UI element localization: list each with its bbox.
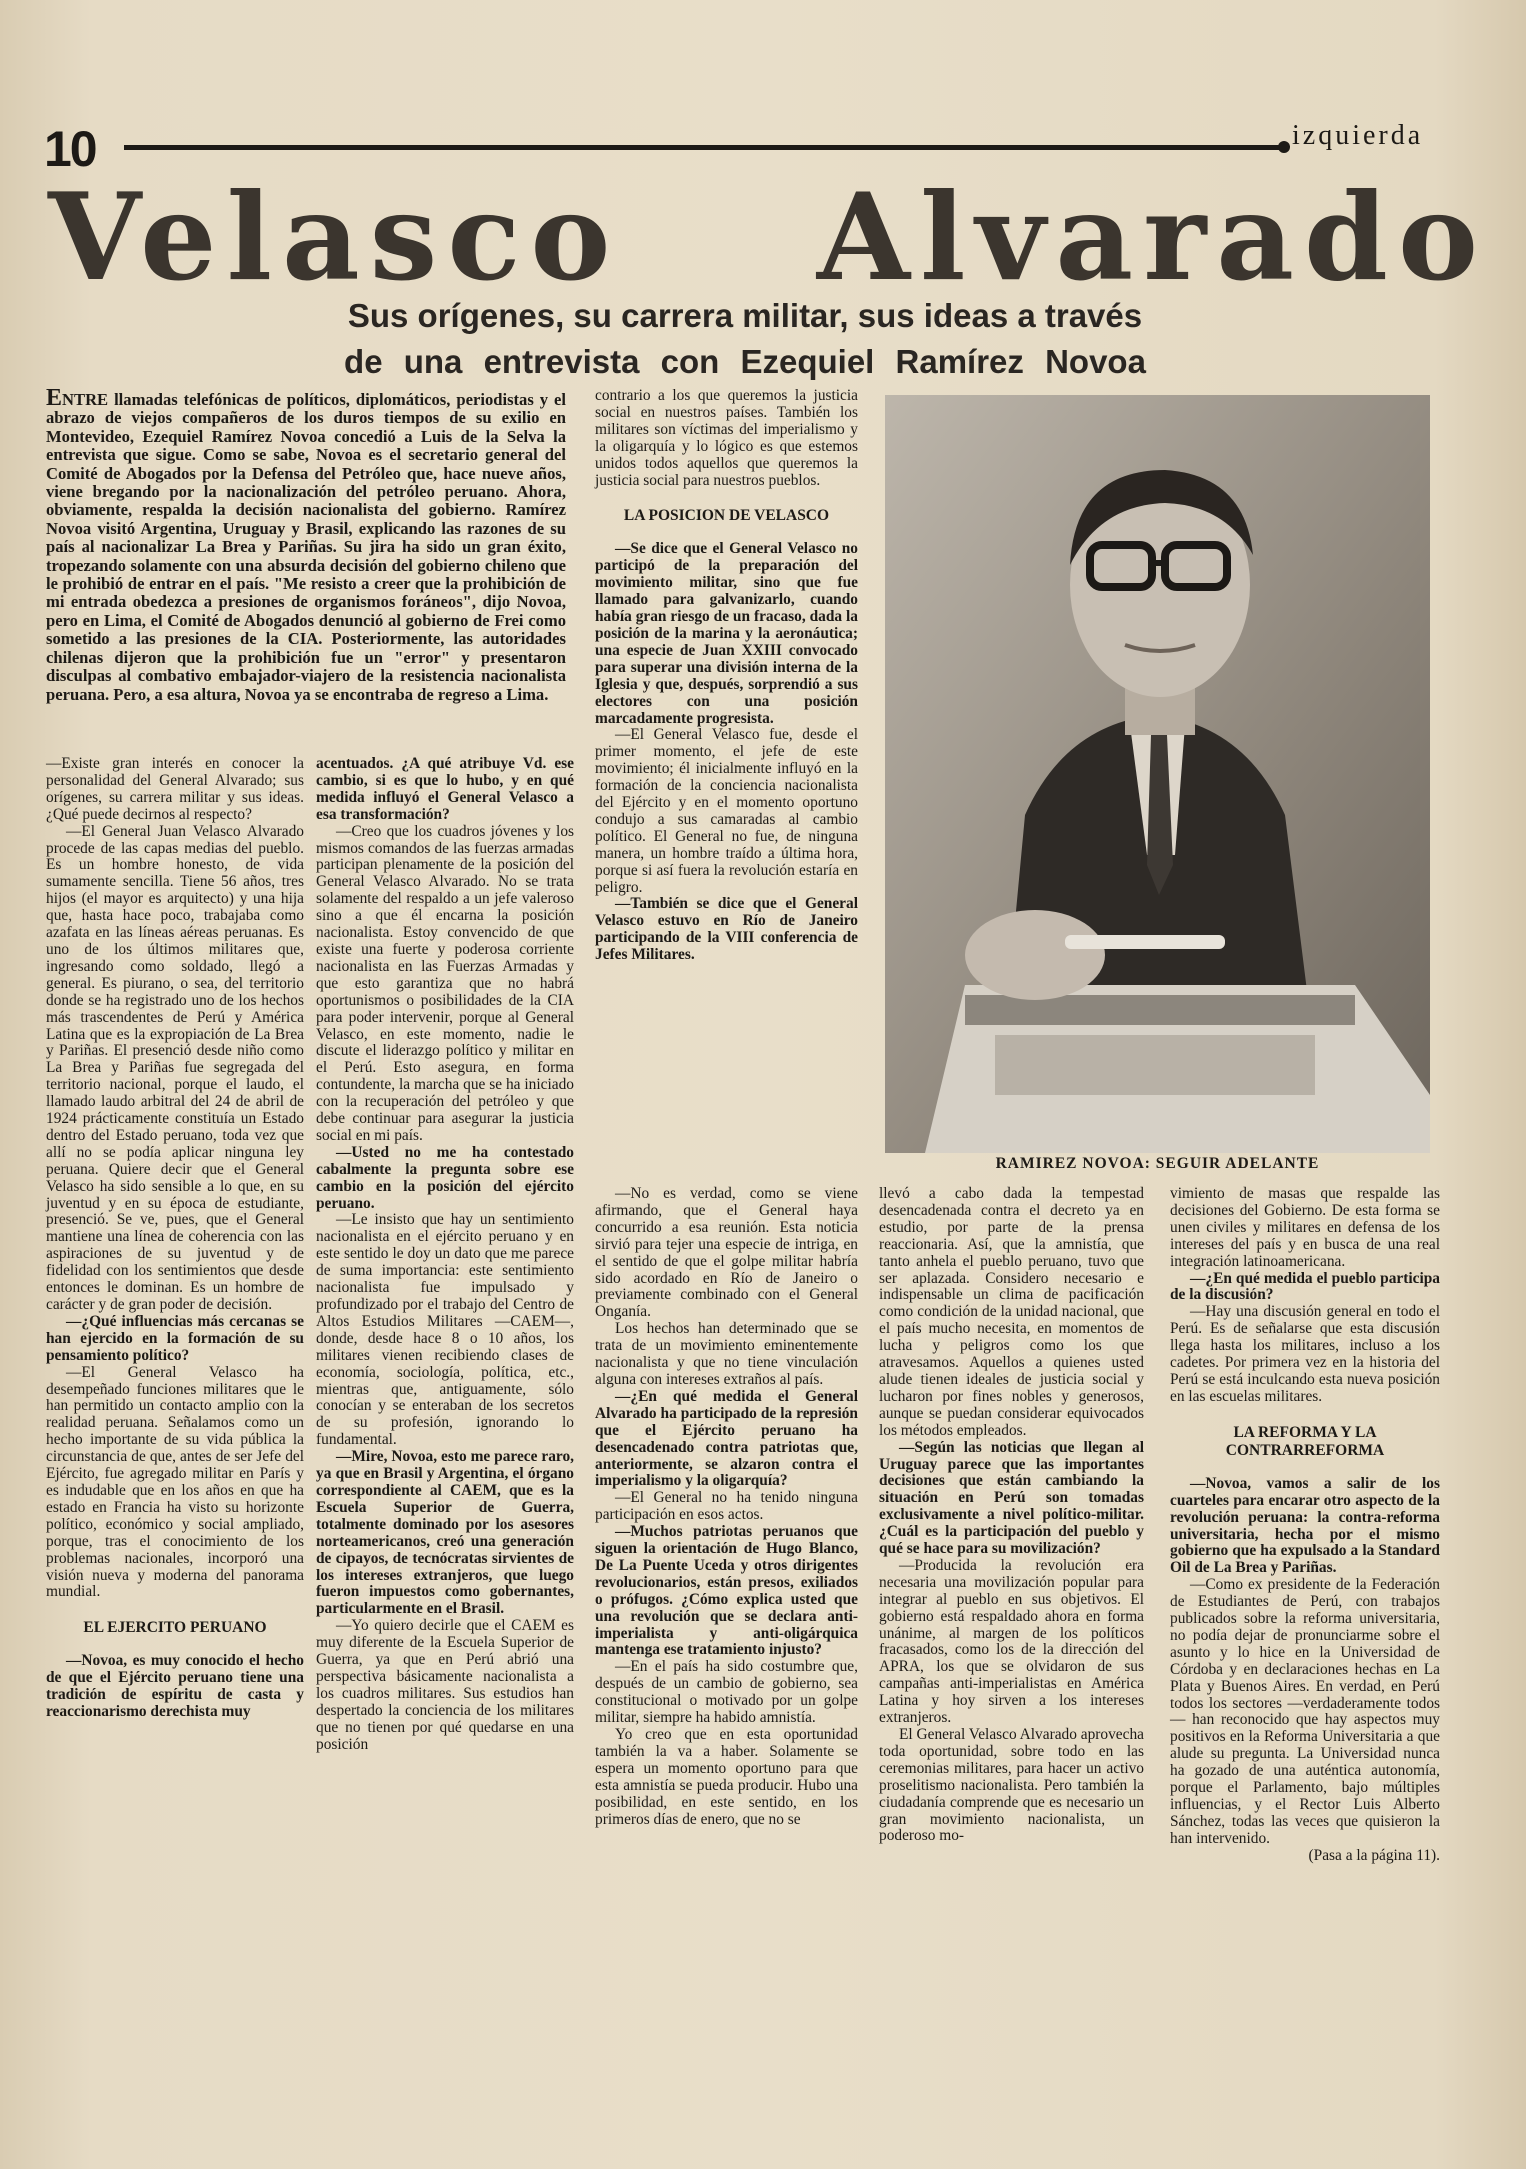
answer-8: —El General no ha tenido ninguna participación en esos actos. (595, 1489, 858, 1524)
answer-5: —Yo quiero decirle que el CAEM es muy diferente de la Escuela Superior de Guerra, ya que en Perú abrió una perspectiva básicamente nacionalista a los cuadros militares. Sus estudios han despertado la conciencia de los militares que no tienen por qué quedarse en una posición (316, 1617, 574, 1753)
question-5: —Mire, Novoa, esto me parece raro, ya que en Brasil y Argentina, el órgano correspondiente al CAEM, que es la Escuela Superior de Guerra, totalmente dominado por los asesores norteamericanos, creó una generación de cipayos, de tecnócratas sirvientes de los intereses extranjeros, que luego fueron impuestos como gobernantes, particularmente en el Brasil. (316, 1448, 574, 1618)
question-7: —También se dice que el General Velasco estuvo en Río de Janeiro participando de la VIII conferencia de Jefes Militares. (595, 895, 858, 964)
answer-2: —El General Velasco ha desempeñado funciones militares que le han permitido un contacto amplio con la realidad peruana. Señalamos como un hecho importante de su vida pública la circunstancia de que, antes de ser Jefe del Ejército, fue agregado militar en París y es indudable que en los años en que ha estado en Francia ha visto su horizonte político, económico y social ampliado, porque, tras el conocimiento de los problemas nacionales, incorporó una visión nueva y moderna del panorama mundial. (46, 1363, 304, 1601)
answer-1: —El General Juan Velasco Alvarado procede de las capas medias del pueblo. Es un hombre honesto, de vida sumamente sencilla. Tiene 56 años, tres hijos (el mayor es arquitecto) y una hija que, hasta hace poco, trabajaba como azafata en las líneas aéreas peruanas. Es uno de los últimos militares que, ingresando como soldado, llegó a general. Es piurano, o sea, del territorio donde se ha registrado uno de los hechos más trascendentes de Perú y América Latina que es la expropiación de La Brea y Pariñas. El presenció desde niño como La Brea y Pariñas fue segregada del territorio nacional, porque el laudo, el llamado laudo arbitral del 24 de abril de 1924 prácticamente constituía un Estado dentro del Estado peruano, toda vez que allí no se podía aplicar ninguna ley peruana. Quiere decir que el General Velasco ha sido sensible a lo que, en su juventud y en su época de estudiante, presenció. Se ve, pues, que el General mantiene una línea de coherencia con las aspiraciones de su juventud y de fidelidad con los sentimientos que desde entonces le dominan. Es un hombre de carácter y de gran poder de decisión. (46, 822, 304, 1313)
answer-9b: Yo creo que en esta oportunidad también la va a haber. Solamente se espera un momento oportuno para que esta amnistía se pueda producir. Hubo una posibilidad, en este sentido, en los primeros días de enero, que no se (595, 1726, 858, 1828)
question-10: —Según las noticias que llegan al Uruguay parece que las importantes decisiones que están cambiando la situación en Perú son tomadas exclusivamente a nivel político-militar. ¿Cuál es la participación del pueblo y qué se hace para su movilización? (879, 1438, 1144, 1558)
intro-dropcap: E (46, 385, 63, 411)
question-2: —¿Qué influencias más cercanas se han ejercido en la formación de su pensamiento político? (46, 1312, 304, 1364)
answer-10: —Producida la revolución era necesaria una movilización popular para integrar al pueblo en sus objetivos. El gobierno está respaldado ahora en forma unánime, al margen de los políticos fracasados, como los de la dirección del APRA, los que se olvidaron de sus campañas anti-imperialistas en América Latina y hoy sirven a los intereses extranjeros. (879, 1556, 1144, 1727)
answer-9: —En el país ha sido costumbre que, después de un cambio de gobierno, sea constitucional o motivado por un golpe militar, siempre ha habido amnistía. (595, 1658, 858, 1727)
header-rule (124, 145, 1284, 150)
column-5 (1170, 1186, 1440, 1865)
answer-9-cont: llevó a cabo dada la tempestad desencadenada contra el decreto ya en estudio, por parte de la prensa reaccionaria. Así, que la amnistía, que tanto anhela el pueblo peruano, tuvo que ser aplazada. Considero necesario e indispensable un clima de pacificación como condición de la unidad nacional, que el país mucho necesita, en momentos de lucha y peligros como los que atravesamos. Aquellos a quienes usted alude tienen ideales de justicia social y lucharon por fines nobles y generosos, aunque se puedan considerar equivocados los métodos empleados. (879, 1185, 1144, 1439)
section-name: izquierda (1292, 120, 1424, 151)
answer-10b: El General Velasco Alvarado aprovecha toda oportunidad, sobre todo en las ceremonias militares, para hacer un activo proselitismo nacionalista. Pero también la ciudadanía comprende que es necesario un gran movimiento nacionalista, un poderoso mo- (879, 1726, 1145, 1845)
portrait-photo (885, 395, 1430, 1153)
answer-12: —Como ex presidente de la Federación de Estudiantes de Perú, con trabajos publicados sobre la reforma universitaria, no podía dejar de pronunciarme sobre el asunto y lo hice en la Universidad de Córdoba y en declaraciones hechas en La Plata y Buenos Aires. En verdad, en Perú todos los sectores —verdaderamente todos— han reconocido que hay aspectos muy positivos en la Reforma Universitaria a que alude su pregunta. La Universidad nunca ha gozado de una auténtica autonomía, porque el Parlamento, bajo múltiples influencias, y el Rector Luis Alberto Sánchez, todas las veces que quisieron la han intervenido. (1170, 1576, 1440, 1847)
article-subtitle (190, 293, 1300, 385)
continued-note: (Pasa a la página 11). (1308, 1846, 1440, 1864)
answer-4: —Le insisto que hay un sentimiento nacionalista en el ejército peruano y en este sentido le doy un dato que me parece de suma importancia: este sentimiento nacionalista fue impulsado y profundizado por el trabajo del Centro de Altos Estudios Militares —CAEM—, donde, desde hace 8 o 10 años, los militares vienen recibiendo clases de economía, sociología, política, etc., mientras que, antiguamente, sólo conocían y se enteraban de los secretos de su profesión, ignorando lo fundamental. (316, 1211, 574, 1449)
question-12: —Novoa, vamos a salir de los cuarteles para encarar otro aspecto de la revolución peruana: la contra-reforma universitaria, hecha por el mismo gobierno que ha expulsado a la Standard Oil de La Brea y Pariñas. (1170, 1474, 1440, 1577)
question-4: —Usted no me ha contestado cabalmente la pregunta sobre ese cambio en la posición del ejército peruano. (316, 1143, 574, 1212)
column-3 (595, 388, 858, 964)
answer-6: —El General Velasco fue, desde el primer momento, el jefe de este movimiento; él inicialmente influyó en la formación de la conciencia nacionalista del Ejército y en el momento oportuno condujo a sus camaradas al cambio político. El General no fue, de ninguna manera, un hombre traído a última hora, porque si así fuera la revolución estaría en peligro. (595, 726, 858, 896)
answer-11: —Hay una discusión general en todo el Perú. Es de señalarse que esta discusión llega hasta los militares, incluso a los cadetes. Por primera vez en la historia del Perú se está inculcando esta nueva posición en las escuelas militares. (1170, 1303, 1440, 1405)
intro-paragraph (46, 385, 566, 704)
header-rule-dot (1278, 141, 1290, 153)
section-heading-ejercito: EL EJERCITO PERUANO (83, 1619, 267, 1637)
subtitle-line-1: Sus orígenes, su carrera militar, sus ideas a través (347, 297, 1143, 334)
headline-word-2: Alvarado (816, 167, 1488, 308)
question-9: —Muchos patriotas peruanos que siguen la orientación de Hugo Blanco, De La Puente Uceda y otros dirigentes revolucionarios, están presos, exiliados o prófugos. ¿Cómo explica usted que una revolución que se declara anti-imperialista y anti-oligárquica mantenga ese tratamiento injusto? (595, 1523, 858, 1659)
intro-text: NTRE llamadas telefónicas de políticos, diplomáticos, periodistas y el abrazo de viejos compañeros de los duros tiempos de su exilio en Montevideo, Ezequiel Ramírez Novoa concedió a Luis de la Selva la entrevista que sigue. Como se sabe, Novoa es el secretario general del Comité de Abogados por la Defensa del Petróleo que, hace nueve años, viene bregando por la nacionalización del petróleo peruano. Ahora, obviamente, respalda la decisión nacionalista del gobierno. Ramírez Novoa visitó Argentina, Uruguay y Brasil, explicando las razones de su país al nacionalizar La Brea y Pariñas. Su jira ha sido un gran éxito, tropezando solamente con una absurda decisión del gobierno chileno que le prohibió de entrar en el país. "Me resisto a creer que la prohibición de mi entrada obedezca a presiones de organismos foráneos", dijo Novoa, pero en Lima, el Comité de Abogados denunció al gobierno de Frei como sometido a las presiones de la CIA. Posteriormente, las autoridades chilenas dijeron que la prohibición fue un "error" y presentaron disculpas al combativo embajador-viajero de la resistencia nacionalista peruana. Pero, a esa altura, Novoa ya se encontraba de regreso a Lima. (46, 390, 566, 704)
section-heading-posicion: LA POSICION DE VELASCO (623, 507, 830, 525)
answer-5-cont: contrario a los que queremos la justicia social en nuestros países. También los militares son víctimas del imperialismo y la oligarquía y lo lógico es que estemos unidos todos aquellos que queremos la justicia social para nuestros pueblos. (595, 387, 858, 489)
column-1 (46, 756, 304, 1721)
answer-10-cont: vimiento de masas que respalde las decisiones del Gobierno. De esta forma se unen civiles y militares en defensa de los intereses del país y en busca de una real integración latinoamericana. (1170, 1185, 1440, 1270)
question-8: —¿En qué medida el General Alvarado ha participado de la represión que el Ejército peruano ha desencadenado contra patriotas que, anteriormente, se alzaron contra el imperialismo y la oligarquía? (595, 1387, 858, 1490)
photo-caption: RAMIREZ NOVOA: SEGUIR ADELANTE (995, 1155, 1320, 1172)
question-3: —Novoa, es muy conocido el hecho de que el Ejército peruano tiene una tradición de espíritu de casta y reaccionarismo derechista muy (46, 1652, 304, 1721)
answer-7: —No es verdad, como se viene afirmando, que el General haya concurrido a esa reunión. Esta noticia sirvió para tejer una especie de intriga, en el sentido de que el golpe militar habría sido acordado en Río de Janeiro o previamente combinado con el General Onganía. (595, 1185, 858, 1321)
page-number: 10 (44, 121, 96, 177)
question-11: —¿En qué medida el pueblo participa de la discusión? (1170, 1269, 1440, 1304)
question-1: —Existe gran interés en conocer la personalidad del General Alvarado; sus orígenes, su carrera militar y sus ideas. ¿Qué puede decirnos al respecto? (46, 755, 304, 823)
headline-word-1: Velasco (48, 167, 621, 308)
answer-7b: Los hechos han determinado que se trata de un movimiento eminentemente nacionalista y que no tiene vinculación alguna con intereses extraños al país. (595, 1320, 858, 1388)
section-heading-reforma: LA REFORMA Y LA CONTRARREFORMA (1225, 1423, 1385, 1459)
answer-3: —Creo que los cuadros jóvenes y los mismos comandos de las fuerzas armadas participan plenamente de la posición del General Velasco Alvarado. No se trata solamente del respaldo a un jefe valeroso sino a que él encarna la posición nacionalista. Estoy convencido de que existe una fuerte y poderosa corriente nacionalista en las Fuerzas Armadas y que esto garantiza que no habrá oportunismos o posibilidades de la CIA para poder intervenir, porque al General Velasco, en este momento, nadie le discute el liderazgo político y militar en el Perú. Esto asegura, en forma contundente, la marcha que se ha iniciado con la recuperación del petróleo y que debe continuar para asegurar la justicia social en mi país. (316, 822, 574, 1144)
question-3-cont: acentuados. ¿A qué atribuye Vd. ese cambio, si es que lo hubo, y en qué medida influyó el General Velasco a esa transformación? (316, 755, 574, 823)
portrait-illustration (885, 395, 1430, 1153)
column-2 (316, 756, 574, 1753)
column-4 (879, 1186, 1144, 1845)
subtitle-line-2: de una entrevista con Ezequiel Ramírez Novoa (344, 343, 1146, 380)
question-6: —Se dice que el General Velasco no participó de la preparación del movimiento militar, sino que fue llamado para galvanizarlo, cuando había gran riesgo de un fracaso, dada la posición de la marina y la aeronáutica; una especie de Juan XXIII convocado para superar una división interna de la Iglesia y que, después, sorprendió a sus electores con una posición marcadamente progresista. (595, 540, 858, 727)
column-3-lower (595, 1186, 858, 1828)
article-headline (48, 167, 1488, 308)
